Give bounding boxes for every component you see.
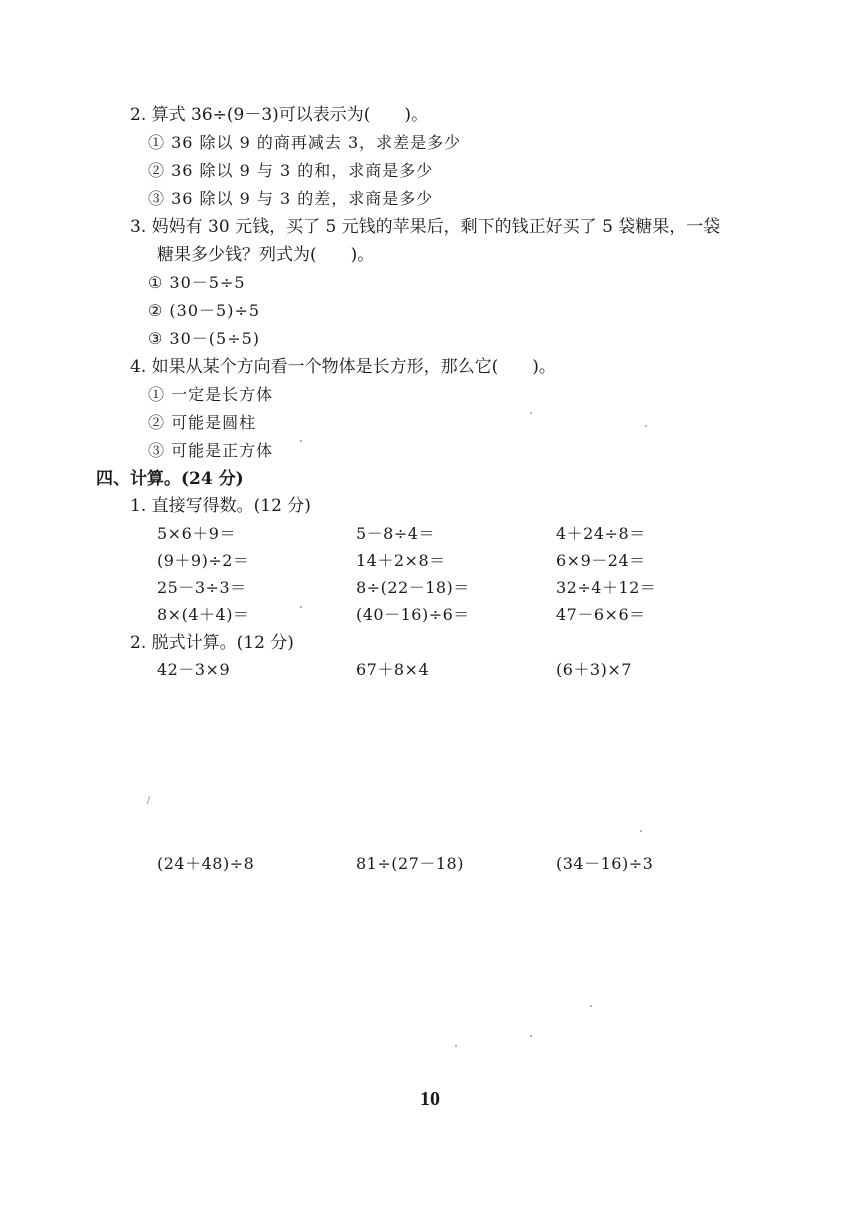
- section-4-title: 四、计算。(24 分): [96, 469, 244, 489]
- question-3-option-3: ③ 30－(5÷5): [148, 329, 261, 348]
- stepwise-calc-r1-c3: (6＋3)×7: [556, 660, 632, 679]
- scan-speck: [455, 1045, 457, 1047]
- stepwise-calc-r1-c1: 42－3×9: [157, 660, 231, 679]
- scan-speck: [300, 606, 302, 608]
- scan-speck: [640, 830, 642, 832]
- mental-calc-r2-c1: (9＋9)÷2＝: [157, 551, 250, 570]
- question-3-option-1: ① 30－5÷5: [148, 273, 246, 292]
- mental-calc-r1-c2: 5－8÷4＝: [356, 524, 435, 543]
- question-4-stem: 4. 如果从某个方向看一个物体是长方形，那么它( )。: [130, 357, 556, 377]
- stepwise-calc-r2-c2: 81÷(27－18): [356, 854, 464, 873]
- scan-speck: [530, 412, 532, 414]
- stepwise-calc-r1-c2: 67＋8×4: [356, 660, 430, 679]
- mental-calc-r4-c3: 47－6×6＝: [556, 605, 646, 624]
- stepwise-calc-r2-c1: (24＋48)÷8: [157, 854, 255, 873]
- mental-calc-r3-c2: 8÷(22－18)＝: [356, 578, 470, 597]
- scan-speck: [645, 425, 647, 427]
- section-4-part-1-title: 1. 直接写得数。(12 分): [130, 496, 311, 516]
- page-number: 10: [420, 1088, 440, 1110]
- question-4-option-1: ① 一定是长方体: [148, 385, 274, 404]
- mental-calc-r3-c1: 25－3÷3＝: [157, 578, 247, 597]
- question-4-option-3: ③ 可能是正方体: [148, 441, 274, 460]
- scan-speck: [590, 1005, 592, 1007]
- scan-speck: [300, 440, 302, 442]
- mental-calc-r4-c2: (40－16)÷6＝: [356, 605, 470, 624]
- mental-calc-r1-c3: 4＋24÷8＝: [556, 524, 646, 543]
- mental-calc-r2-c2: 14＋2×8＝: [356, 551, 446, 570]
- mental-calc-r3-c3: 32÷4＋12＝: [556, 578, 657, 597]
- mental-calc-r1-c1: 5×6＋9＝: [157, 524, 236, 543]
- scan-speck: [530, 1035, 532, 1037]
- question-3-option-2: ② (30－5)÷5: [148, 301, 261, 320]
- stepwise-calc-r2-c3: (34－16)÷3: [556, 854, 654, 873]
- question-4-option-2: ② 可能是圆柱: [148, 413, 257, 432]
- question-3-stem-line-1: 3. 妈妈有 30 元钱，买了 5 元钱的苹果后，剩下的钱正好买了 5 袋糖果，一袋: [130, 217, 721, 237]
- question-3-stem-line-2: 糖果多少钱？列式为( )。: [157, 245, 375, 265]
- question-2-option-1: ① 36 除以 9 的商再减去 3，求差是多少: [148, 133, 462, 152]
- mental-calc-r2-c3: 6×9－24＝: [556, 551, 646, 570]
- mental-calc-r4-c1: 8×(4＋4)＝: [157, 605, 250, 624]
- question-2-option-3: ③ 36 除以 9 与 3 的差，求商是多少: [148, 189, 434, 208]
- scan-speck: [147, 796, 151, 804]
- question-2-option-2: ② 36 除以 9 与 3 的和，求商是多少: [148, 161, 434, 180]
- question-2-stem: 2. 算式 36÷(9－3)可以表示为( )。: [130, 105, 429, 125]
- section-4-part-2-title: 2. 脱式计算。(12 分): [130, 633, 294, 653]
